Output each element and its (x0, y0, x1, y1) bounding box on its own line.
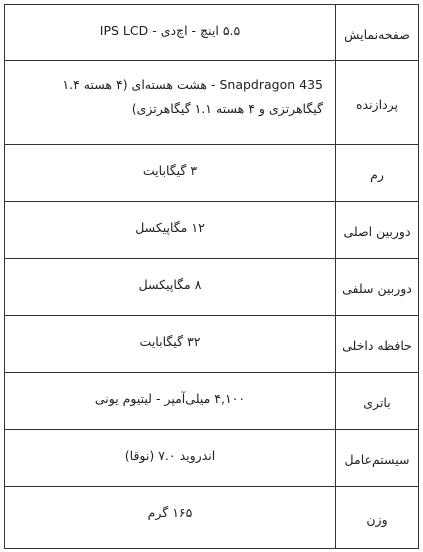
spec-label: صفحه‌نمایش (336, 5, 419, 61)
specs-table (4, 4, 419, 549)
spec-value: ۴,۱۰۰ میلی‌آمپر - لیتیوم یونی (5, 373, 336, 430)
spec-value: ۱۲ مگاپیکسل (5, 202, 336, 259)
spec-value: ۳ گیگابایت (5, 145, 336, 202)
spec-label: دوربین اصلی (336, 202, 419, 259)
spec-row-storage (5, 316, 419, 373)
spec-label: رم (336, 145, 419, 202)
spec-label: دوربین سلفی (336, 259, 419, 316)
spec-row-main-camera (5, 202, 419, 259)
spec-row-processor (5, 61, 419, 145)
spec-label: وزن (336, 487, 419, 549)
spec-value: ۳۲ گیگابایت (5, 316, 336, 373)
spec-label: پردازنده (336, 61, 419, 145)
spec-label: سیستم‌عامل (336, 430, 419, 487)
spec-row-os (5, 430, 419, 487)
spec-row-battery (5, 373, 419, 430)
spec-row-selfie-camera (5, 259, 419, 316)
spec-value: ۵.۵ اینچ - اچ‌دی - IPS LCD (5, 5, 336, 61)
spec-row-weight (5, 487, 419, 549)
spec-label: حافظه داخلی (336, 316, 419, 373)
spec-value: اندروید ۷.۰ (نوقا) (5, 430, 336, 487)
spec-value: ۸ مگاپیکسل (5, 259, 336, 316)
spec-value: ۱۶۵ گرم (5, 487, 336, 549)
spec-value: Snapdragon 435 - هشت هسته‌ای (۴ هسته ۱.۴ گیگاهرتزی و ۴ هسته ۱.۱ گیگاهرتزی) (5, 61, 336, 145)
spec-label: باتری (336, 373, 419, 430)
spec-row-display (5, 5, 419, 61)
spec-row-ram (5, 145, 419, 202)
